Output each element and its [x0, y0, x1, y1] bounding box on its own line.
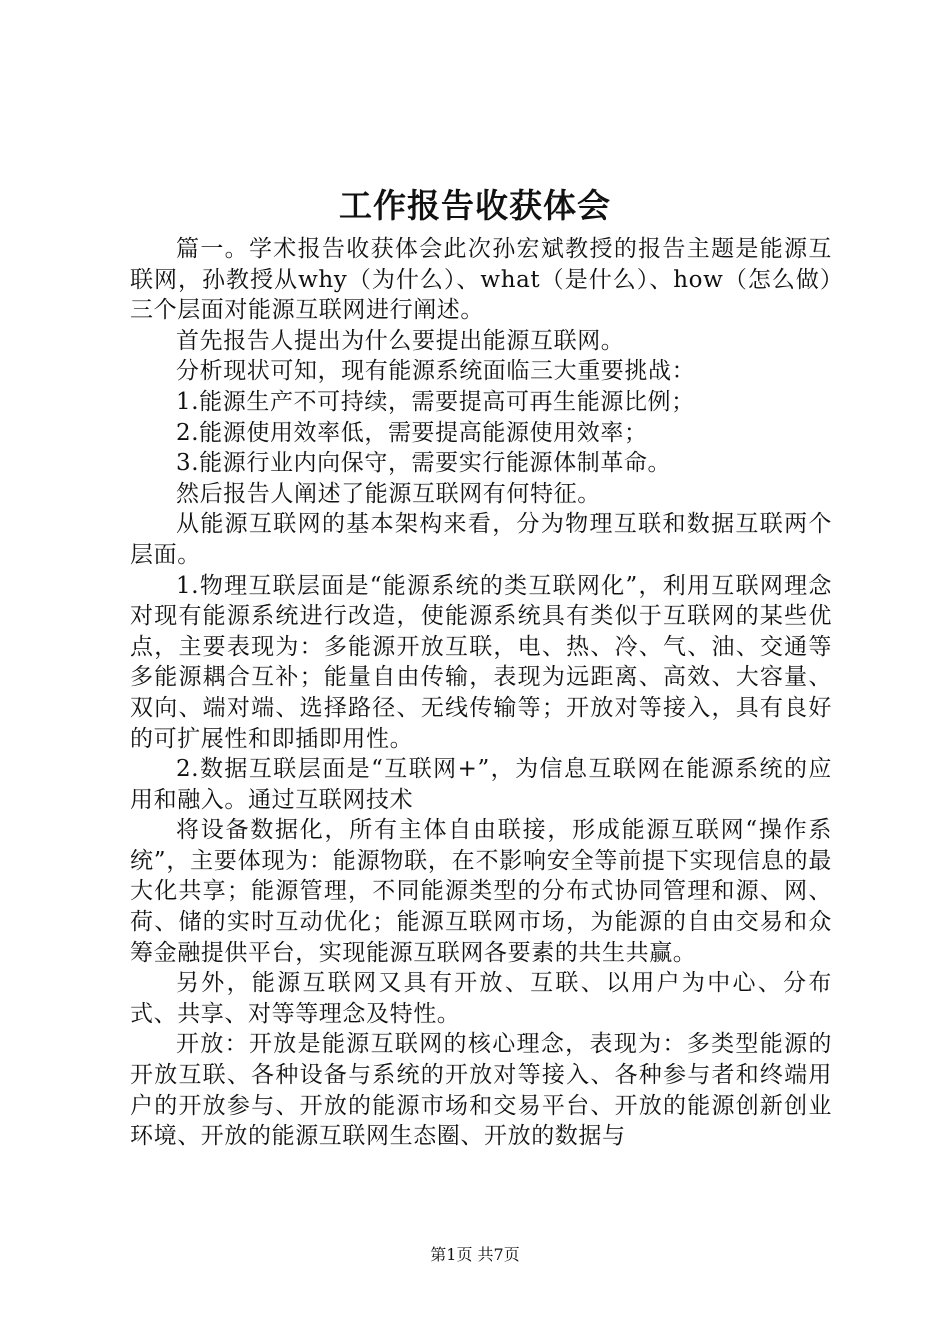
paragraph: 分析现状可知，现有能源系统面临三大重要挑战： [176, 358, 696, 385]
document-body [130, 234, 832, 1152]
paragraph: 1.能源生产不可持续，需要提高可再生能源比例； [176, 388, 695, 415]
paragraph: 3.能源行业内向保守，需要实行能源体制革命。 [176, 450, 672, 477]
paragraph: 开放：开放是能源互联网的核心理念，表现为：多类型能源的开放互联、各种设备与系统的开放对等接入、各种参与者和终端用户的开放参与、开放的能源市场和交易平台、开放的能源创新创业环境、开放的能源互联网生态圈、开放的数据与 [130, 1031, 832, 1150]
paragraph: 将设备数据化，所有主体自由联接，形成能源互联网“操作系统”，主要体现为：能源物联，在不影响安全等前提下实现信息的最大化共享；能源管理，不同能源类型的分布式协同管理和源、网、荷、储的实时互动优化；能源互联网市场，为能源的自由交易和众筹金融提供平台，实现能源互联网各要素的共生共赢。 [130, 817, 832, 966]
paragraph: 然后报告人阐述了能源互联网有何特征。 [176, 480, 601, 507]
paragraph: 首先报告人提出为什么要提出能源互联网。 [176, 327, 625, 354]
paragraph: 1.物理互联层面是“能源系统的类互联网化”，利用互联网理念对现有能源系统进行改造，使能源系统具有类似于互联网的某些优点，主要表现为：多能源开放互联，电、热、冷、气、油、交通等多能源耦合互补；能量自由传输，表现为远距离、高效、大容量、双向、端对端、选择路径、无线传输等；开放对等接入，具有良好的可扩展性和即插即用性。 [130, 572, 832, 752]
paragraph: 另外，能源互联网又具有开放、互联、以用户为中心、分布式、共享、对等等理念及特性。 [130, 970, 832, 1027]
paragraph: 2.能源使用效率低，需要提高能源使用效率； [176, 419, 648, 446]
page-number-footer: 第1页 共7页 [430, 1245, 520, 1264]
paragraph: 从能源互联网的基本架构来看，分为物理互联和数据互联两个层面。 [130, 511, 832, 568]
paragraph: 2.数据互联层面是“互联网+”，为信息互联网在能源系统的应用和融入。通过互联网技术 [130, 756, 832, 813]
page-title: 工作报告收获体会 [339, 186, 611, 225]
paragraph: 篇一。学术报告收获体会此次孙宏斌教授的报告主题是能源互联网，孙教授从why（为什么）、what（是什么）、how（怎么做）三个层面对能源互联网进行阐述。 [130, 236, 832, 324]
